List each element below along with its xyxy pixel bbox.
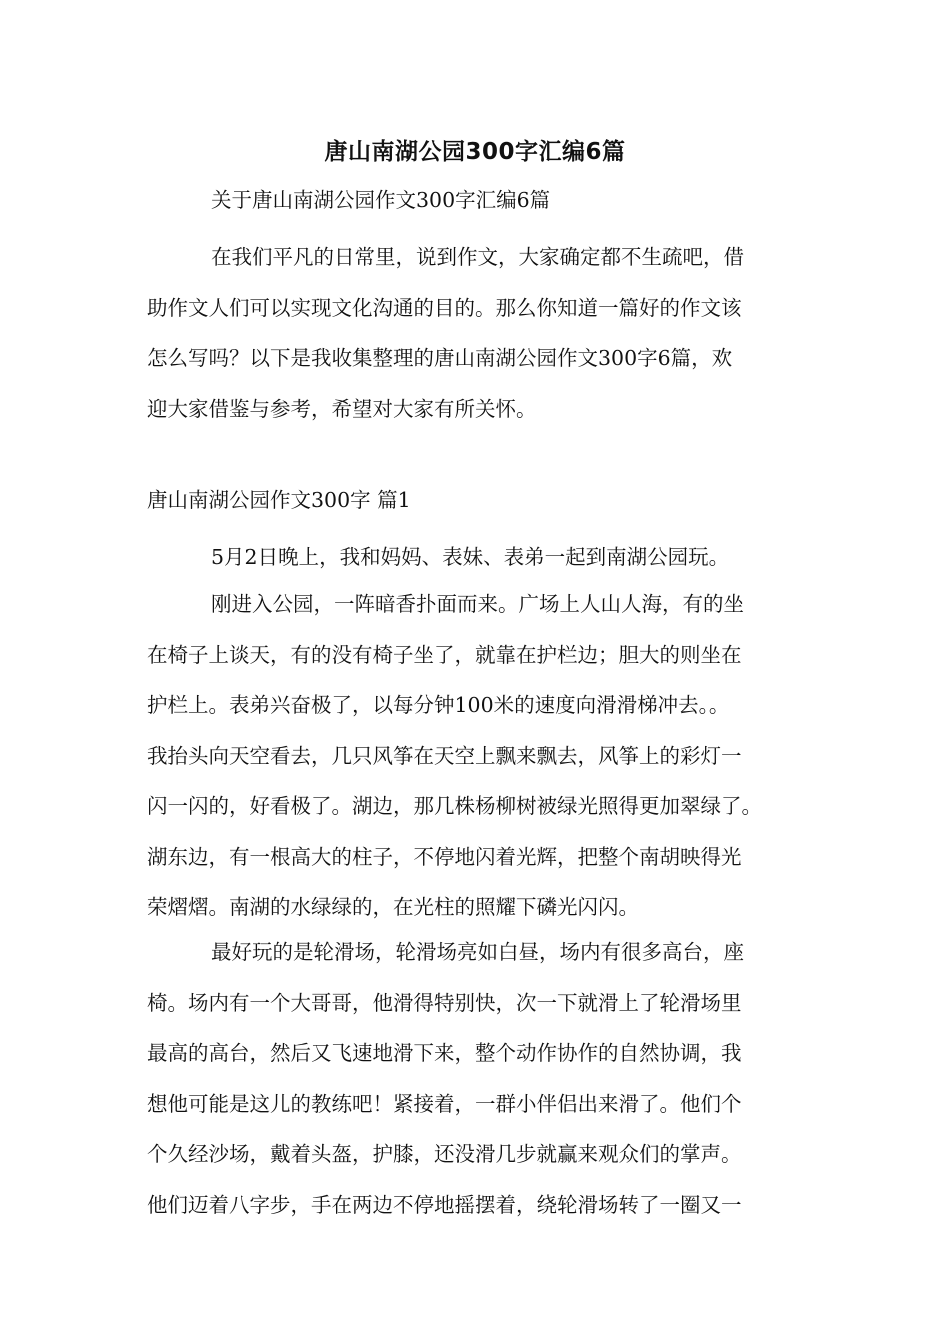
- paragraph-line: 护栏上。表弟兴奋极了，以每分钟100米的速度向滑滑梯冲去。。: [147, 693, 730, 717]
- paragraph-line: 个久经沙场，戴着头盔，护膝，还没滑几步就赢来观众们的掌声。: [147, 1142, 742, 1166]
- paragraph-line: 荣熠熠。南湖的水绿绿的，在光柱的照耀下磷光闪闪。: [147, 895, 639, 919]
- paragraph-line: 5月2日晚上，我和妈妈、表妹、表弟一起到南湖公园玩。: [211, 545, 730, 569]
- document-title: 唐山南湖公园300字汇编6篇: [324, 139, 626, 165]
- section-paragraph: [147, 579, 812, 933]
- section-heading: 唐山南湖公园作文300字 篇1: [147, 488, 411, 512]
- document-subtitle: 关于唐山南湖公园作文300字汇编6篇: [211, 188, 551, 212]
- paragraph-line: 迎大家借鉴与参考，希望对大家有所关怀。: [147, 396, 537, 421]
- paragraph-line: 最高的高台，然后又飞速地滑下来，整个动作协作的自然协调，我: [147, 1041, 742, 1065]
- paragraph-line: 湖东边，有一根高大的柱子，不停地闪着光辉，把整个南胡映得光: [147, 844, 742, 869]
- paragraph-line: 在我们平凡的日常里，说到作文，大家确定都不生疏吧，借: [211, 245, 744, 269]
- intro-paragraph: [147, 232, 812, 434]
- paragraph-line: 助作文人们可以实现文化沟通的目的。那么你知道一篇好的作文该: [147, 295, 742, 320]
- paragraph-line: 他们迈着八字步，手在两边不停地摇摆着，绕轮滑场转了一圈又一: [147, 1192, 742, 1217]
- paragraph-line: 在椅子上谈天，有的没有椅子坐了，就靠在护栏边；胆大的则坐在: [147, 642, 742, 667]
- paragraph-line: 怎么写吗？以下是我收集整理的唐山南湖公园作文300字6篇，欢: [147, 346, 733, 370]
- paragraph-line: 想他可能是这儿的教练吧！紧接着，一群小伴侣出来滑了。他们个: [147, 1091, 742, 1116]
- section-paragraph: [147, 532, 812, 583]
- paragraph-line: 椅。场内有一个大哥哥，他滑得特别快，次一下就滑上了轮滑场里: [147, 990, 742, 1015]
- section-paragraph: [147, 927, 812, 1230]
- paragraph-line: 我抬头向天空看去，几只风筝在天空上飘来飘去，风筝上的彩灯一: [147, 743, 742, 768]
- paragraph-line: 刚进入公园，一阵暗香扑面而来。广场上人山人海，有的坐: [211, 592, 744, 616]
- paragraph-line: 闪一闪的，好看极了。湖边，那几株杨柳树被绿光照得更加翠绿了。: [147, 794, 762, 818]
- paragraph-line: 最好玩的是轮滑场，轮滑场亮如白昼，场内有很多高台，座: [211, 940, 744, 964]
